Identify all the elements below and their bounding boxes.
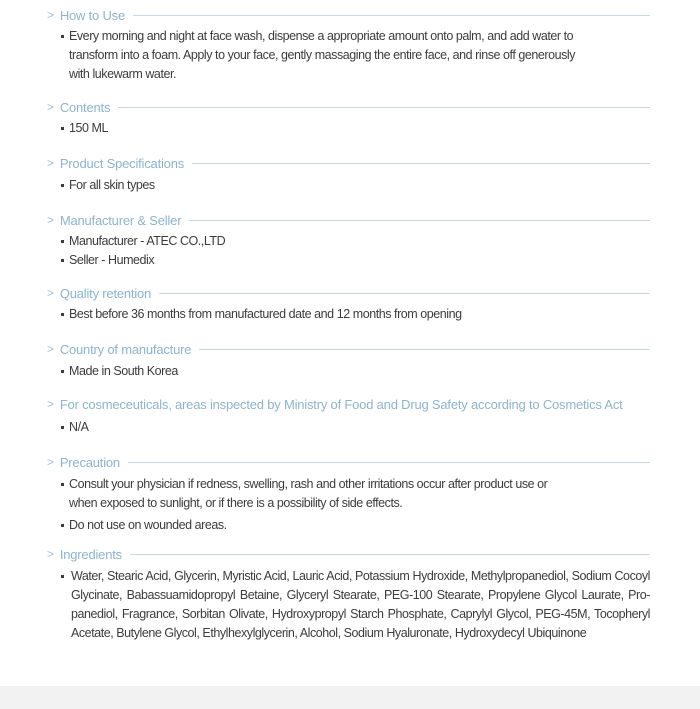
item-text: Manufacturer - ATEC CO.,LTD: [69, 234, 226, 248]
list-item: [47, 119, 650, 138]
divider: [133, 15, 650, 16]
list-item: [47, 362, 650, 381]
list-item: [47, 176, 650, 195]
section-how-to-use: [47, 5, 650, 84]
list-item: [47, 418, 650, 437]
bullet-icon: [61, 483, 64, 486]
item-text: Consult your physician if redness, swelling, rash and other irritations occur after product use or when exposed to sunlight, or if there is a possibility of side effects.: [69, 477, 548, 510]
divider: [199, 349, 650, 350]
chevron-right-icon: >: [47, 156, 54, 170]
chevron-right-icon: >: [47, 397, 54, 411]
list-item: [47, 475, 560, 513]
section-cosmeceuticals: [47, 394, 650, 437]
section-heading: [47, 283, 650, 303]
section-heading: [47, 153, 650, 173]
list-item: [47, 305, 650, 324]
chevron-right-icon: >: [47, 342, 54, 356]
item-text: For all skin types: [69, 178, 155, 192]
divider: [192, 163, 650, 164]
list-item: [47, 567, 650, 643]
section-title: Product Specifications: [59, 155, 185, 171]
section-heading: [47, 339, 650, 359]
section-title: Manufacturer & Seller: [59, 212, 182, 228]
item-text: Do not use on wounded areas.: [69, 518, 227, 532]
item-text: Seller - Humedix: [69, 253, 155, 267]
section-ingredients: [47, 544, 650, 643]
item-text: 150 ML: [69, 121, 108, 135]
section-product-specifications: [47, 153, 650, 195]
footer-band: [0, 686, 700, 709]
section-heading: [47, 210, 650, 230]
chevron-right-icon: >: [47, 455, 54, 469]
chevron-right-icon: >: [47, 213, 54, 227]
section-title: Contents: [59, 99, 111, 115]
bullet-icon: [61, 426, 64, 429]
section-title: Precaution: [59, 454, 120, 470]
section-heading: [47, 544, 650, 564]
section-title: For cosmeceuticals, areas inspected by Ministry of Food and Drug Safety according to Cosmetics Act: [59, 396, 623, 412]
bullet-icon: [61, 259, 64, 262]
divider: [189, 220, 650, 221]
section-precaution: [47, 452, 650, 535]
list-item: [47, 251, 650, 270]
section-title: How to Use: [59, 7, 126, 23]
section-title: Quality retention: [59, 285, 152, 301]
item-text: Every morning and night at face wash, dispense a appropriate amount onto palm, and add water to transform into a foam. Apply to your face, gently massaging the entire face, and rinse off generously with lukewarm water.: [69, 29, 576, 81]
section-contents: [47, 97, 650, 138]
section-country-of-manufacture: [47, 339, 650, 381]
section-heading: [47, 452, 650, 472]
item-text: N/A: [69, 420, 89, 434]
section-heading: [47, 97, 650, 117]
bullet-icon: [61, 240, 64, 243]
section-manufacturer-seller: [47, 210, 650, 270]
bullet-icon: [61, 524, 64, 527]
divider: [118, 107, 650, 108]
divider: [128, 462, 650, 463]
bullet-icon: [61, 35, 64, 38]
bullet-icon: [61, 184, 64, 187]
section-quality-retention: [47, 283, 650, 324]
list-item: [47, 232, 650, 251]
bullet-icon: [61, 313, 64, 316]
chevron-right-icon: >: [47, 8, 54, 22]
chevron-right-icon: >: [47, 547, 54, 561]
bullet-icon: [61, 127, 64, 130]
bullet-icon: [61, 575, 64, 578]
list-item: [47, 516, 560, 535]
chevron-right-icon: >: [47, 100, 54, 114]
item-text: Water, Stearic Acid, Glycerin, Myristic Acid, Lauric Acid, Potassium Hydroxide, Methylpropanediol, Sodium Cocoyl Glycinate, Babassuamidopropyl Betaine, Glyceryl Stearate, PEG-100 Stearate, Propylene Glycol Laurate, Pro-panediol, Fragrance, Sorbitan Olivate, Hydroxypropyl Starch Phosphate, Caprylyl Glycol, PEG-45M, Tocopheryl Acetate, Butylene Glycol, Ethylhexylglycerin, Alcohol, Sodium Hyaluronate, Hydroxydecyl Ubiquinone: [71, 569, 650, 640]
section-heading: [47, 5, 650, 25]
item-text: Best before 36 months from manufactured date and 12 months from opening: [69, 307, 462, 321]
list-item: [47, 27, 580, 84]
section-title: Country of manufacture: [59, 341, 192, 357]
bullet-icon: [61, 370, 64, 373]
divider: [159, 293, 650, 294]
item-text: Made in South Korea: [69, 364, 178, 378]
chevron-right-icon: >: [47, 286, 54, 300]
section-title: Ingredients: [59, 546, 122, 562]
section-heading: [47, 394, 650, 414]
divider: [130, 554, 650, 555]
